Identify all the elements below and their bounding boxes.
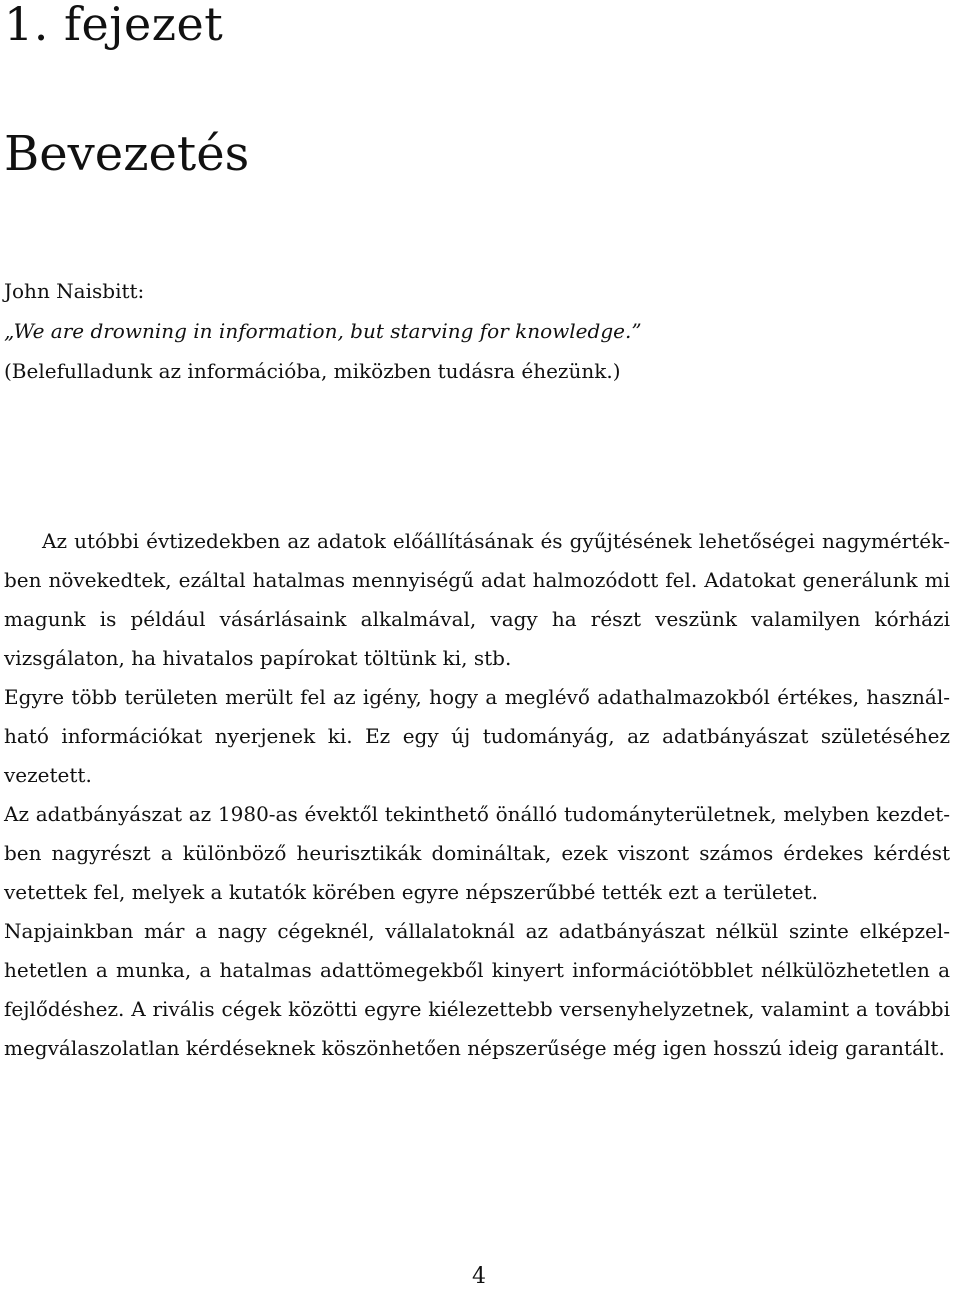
epigraph-author: John Naisbitt:	[4, 279, 145, 303]
body-paragraph: Az utóbbi évtizedekben az adatok előállításának és gyűjtésének lehetőségei nagymértékben növekedtek, ezáltal hatalmas mennyiségű adat halmozódott fel. Adatokat generálunk mi magunk is például vásárlásaink alkalmával, vagy ha részt veszünk valamilyen kórházi vizsgálaton, ha hivatalos papírokat töltünk ki, stb.	[4, 529, 950, 670]
document-page	[4, 0, 954, 1293]
body-paragraph: Napjainkban már a nagy cégeknél, vállalatoknál az adatbányászat nélkül szinte elképzelhetetlen a munka, a hatalmas adattömegekből kinyert információtöbblet nélkülözhetetlen a fejlődéshez. A rivális cégek közötti egyre kiélezettebb versenyhelyzetnek, valamint a további megválaszolatlan kérdéseknek köszönhetően népszerűsége még igen hosszú ideig garantált.	[4, 919, 950, 1060]
epigraph-quote-hungarian: (Belefulladunk az információba, miközben tudásra éhezünk.)	[4, 359, 621, 383]
epigraph-quote-english: „We are drowning in information, but starving for knowledge.”	[4, 319, 642, 343]
body-paragraph: Az adatbányászat az 1980-as évektől tekinthető önálló tudományterületnek, melyben kezdetben nagyrészt a különböző heurisztikák domináltak, ezek viszont számos érdekes kérdést vetettek fel, melyek a kutatók körében egyre népszerűbbé tették ezt a területet.	[4, 802, 950, 904]
chapter-body	[4, 522, 950, 1068]
page-number: 4	[472, 1264, 486, 1289]
body-paragraph: Egyre több területen merült fel az igény, hogy a meglévő adathalmazokból értékes, használható információkat nyerjenek ki. Ez egy új tudományág, az adatbányászat születéséhez vezetett.	[4, 685, 950, 787]
chapter-label: 1. fejezet	[4, 0, 224, 51]
chapter-title: Bevezetés	[4, 126, 250, 182]
epigraph	[4, 271, 949, 391]
